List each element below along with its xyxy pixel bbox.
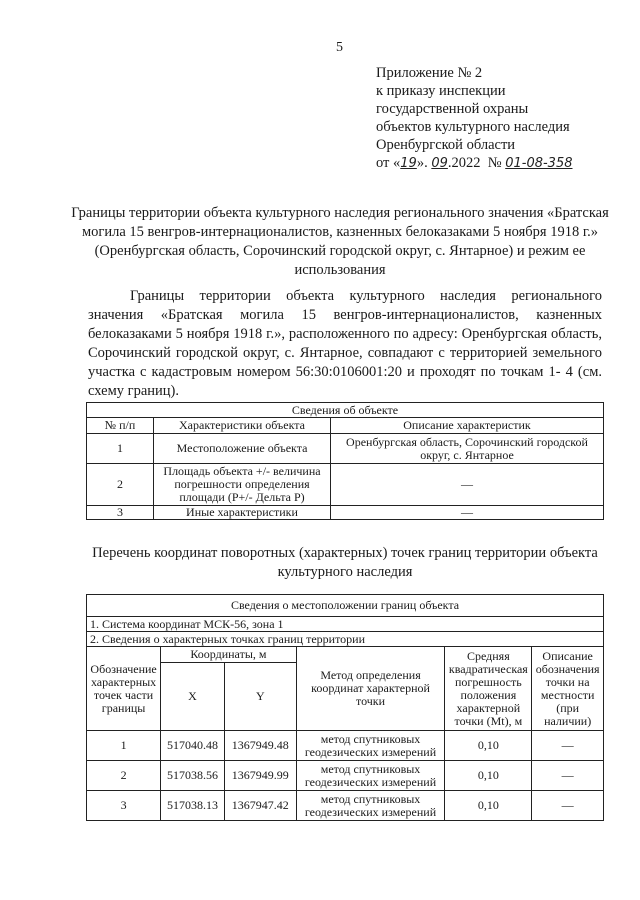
table-caption: Сведения об объекте [87,403,604,418]
coordinates-title: Перечень координат поворотных (характерных) точек границ территории объекта культурного наследия [92,545,598,580]
table-cell: — [532,791,604,821]
table-cell: Иные характеристики [154,506,331,520]
table-cell: — [532,761,604,791]
table-cell: 0,10 [445,731,532,761]
table-cell: 1 [87,731,161,761]
header-cell: Y [224,663,296,731]
header-cell: Координаты, м [161,647,297,663]
appendix-block [376,64,573,173]
table-cell: 2 [87,761,161,791]
table-cell: метод спутниковых геодезических измерений [296,791,445,821]
object-info-table [86,402,604,520]
header-cell: Описание обозначения точки на местности (при наличии) [532,647,604,731]
table-row [87,434,604,464]
table-row [87,731,604,761]
date-separator: ». [416,155,432,171]
table-cell: — [532,731,604,761]
handwritten-day: 19 [400,156,417,171]
table-cell: 1 [87,434,154,464]
table-row [87,506,604,520]
appendix-line: объектов культурного наследия [376,119,570,135]
table-cell: Оренбургская область, Сорочинский городской округ, с. Янтарное [331,434,604,464]
table-cell: 3 [87,506,154,520]
table-row [87,761,604,791]
table-cell: 517038.56 [161,761,225,791]
appendix-line: государственной охраны [376,101,529,117]
order-date-line [376,154,573,173]
table-cell: метод спутниковых геодезических измерений [296,731,445,761]
description-paragraph: Границы территории объекта культурного наследия регионального значения «Братская могила 15 венгров-интернационалистов, казненных белоказаками 5 ноября 1918 г.», расположенного по адресу: Оренбургская область, Сорочинский городской округ, с. Янтарное, совпадают с территорией земельного участка с кадастровым номером 56:30:0106001:20 и проходят по точкам 1- 4 (см. схему границ). [88,288,602,399]
date-prefix: от « [376,155,401,171]
header-cell: № п/п [87,418,154,434]
table-caption: Сведения о местоположении границ объекта [87,595,604,617]
table-row [87,791,604,821]
appendix-line: Приложение № 2 [376,65,483,81]
handwritten-month: 09 [431,156,448,171]
page-number: 5 [336,40,343,55]
table-cell: метод спутниковых геодезических измерений [296,761,445,791]
header-cell: Средняя квадратическая погрешность положения характерной точки (Mt), м [445,647,532,731]
table-cell: 2 [87,464,154,506]
table-cell: — [331,506,604,520]
table-cell: 1367947.42 [224,791,296,821]
table-cell: 1367949.48 [224,731,296,761]
table-cell: 0,10 [445,791,532,821]
appendix-line: Оренбургской области [376,137,516,153]
header-cell: Характеристики объекта [154,418,331,434]
section-row: 2. Сведения о характерных точках границ территории [87,632,604,647]
date-year: .2022 [447,155,481,171]
table-row [87,464,604,506]
table-cell: 517038.13 [161,791,225,821]
header-cell: X [161,663,225,731]
section-row: 1. Система координат МСК-56, зона 1 [87,617,604,632]
table-cell: Площадь объекта +/- величина погрешности определения площади (Р+/- Дельта Р) [154,464,331,506]
table-cell: 517040.48 [161,731,225,761]
table-cell: 1367949.99 [224,761,296,791]
appendix-line: к приказу инспекции [376,83,506,99]
coordinates-table [86,594,604,821]
header-cell: Описание характеристик [331,418,604,434]
header-cell: Обозначение характерных точек части границы [87,647,161,731]
table-cell: — [331,464,604,506]
handwritten-order-number: 01-08-358 [505,156,573,171]
table-cell: Местоположение объекта [154,434,331,464]
table-cell: 0,10 [445,761,532,791]
header-cell: Метод определения координат характерной точки [296,647,445,731]
document-title: Границы территории объекта культурного наследия регионального значения «Братская могила 15 венгров-интернационалистов, казненных белоказаками 5 ноября 1918 г.» (Оренбургская область, Сорочинский городской округ, с. Янтарное) и режим ее использования [71,205,609,278]
number-label: № [487,155,502,171]
table-cell: 3 [87,791,161,821]
